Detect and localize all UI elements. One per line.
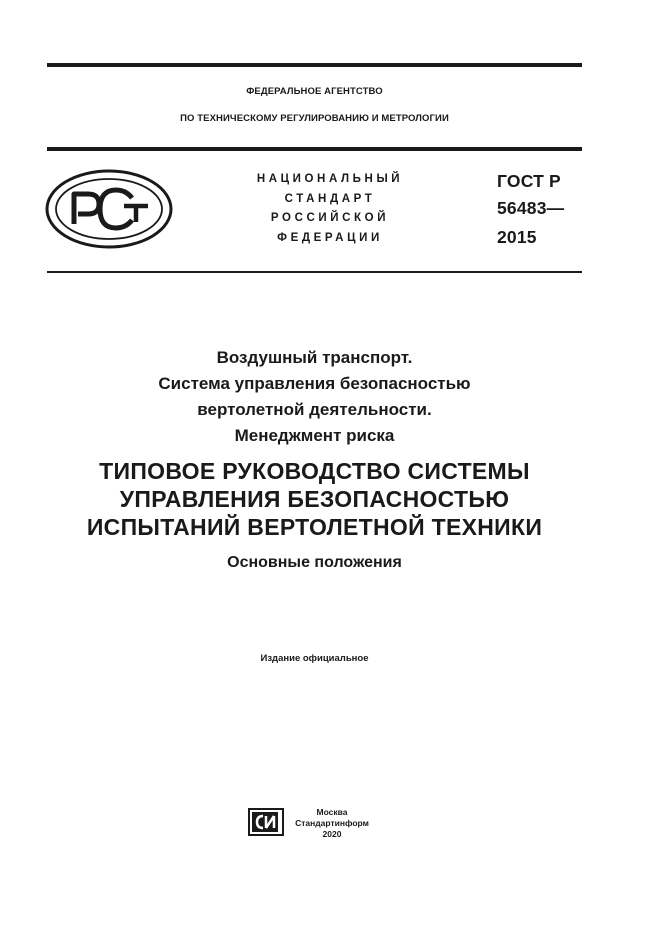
gost-year: 2015	[497, 227, 537, 247]
main-title-line-3: ИСПЫТАНИЙ ВЕРТОЛЕТНОЙ ТЕХНИКИ	[86, 514, 543, 540]
gost-prefix: ГОСТ Р	[497, 171, 561, 191]
main-title-line-2: УПРАВЛЕНИЯ БЕЗОПАСНОСТЬЮ	[119, 486, 510, 512]
header-rule	[47, 147, 582, 151]
agency-line-2: ПО ТЕХНИЧЕСКОМУ РЕГУЛИРОВАНИЮ И МЕТРОЛОГИИ	[180, 113, 449, 124]
gost-number: 56483—	[497, 198, 565, 218]
title-line-1: Воздушный транспорт.	[216, 348, 413, 367]
main-title-subtitle: Основные положения	[227, 554, 402, 571]
title-line-3: вертолетной деятельности.	[197, 400, 432, 419]
edition-label: Издание официальное	[260, 653, 369, 664]
publisher-city: Москва	[316, 807, 348, 817]
standard-line-1: НАЦИОНАЛЬНЫЙ	[256, 173, 404, 185]
block-rule	[47, 271, 582, 273]
title-line-2: Система управления безопасностью	[158, 374, 471, 393]
main-title-line-1: ТИПОВОЕ РУКОВОДСТВО СИСТЕМЫ	[99, 458, 530, 484]
standard-line-3: РОССИЙСКОЙ	[270, 212, 390, 224]
publisher-logo-icon	[248, 808, 284, 836]
standard-line-4: ФЕДЕРАЦИИ	[277, 232, 383, 244]
title-line-4: Менеджмент риска	[234, 426, 395, 445]
agency-line-1: ФЕДЕРАЛЬНОЕ АГЕНТСТВО	[246, 86, 383, 97]
publisher-name: Стандартинформ	[295, 818, 369, 828]
publisher-year: 2020	[322, 829, 342, 839]
top-rule	[47, 63, 582, 67]
gost-logo-icon	[44, 168, 174, 250]
standard-line-2: СТАНДАРТ	[284, 193, 376, 205]
